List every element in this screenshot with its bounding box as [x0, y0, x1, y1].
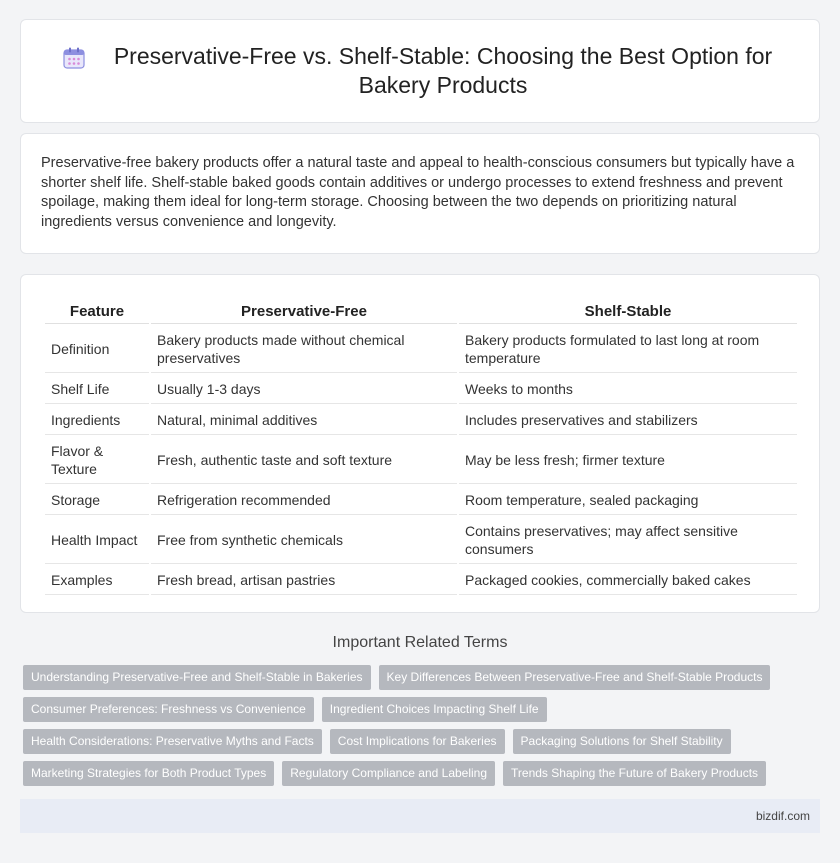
- related-term-tag[interactable]: Ingredient Choices Impacting Shelf Life: [322, 697, 547, 722]
- table-cell-preservative-free: Free from synthetic chemicals: [151, 517, 457, 564]
- related-term-tag[interactable]: Marketing Strategies for Both Product Types: [23, 761, 274, 786]
- table-row: [45, 486, 797, 515]
- table-row: [45, 375, 797, 404]
- comparison-table: [43, 297, 799, 597]
- related-terms-title: Important Related Terms: [332, 634, 508, 651]
- column-header-preservative-free: Preservative-Free: [151, 299, 457, 324]
- related-term-tag[interactable]: Packaging Solutions for Shelf Stability: [513, 729, 731, 754]
- table-cell-shelf-stable: May be less fresh; firmer texture: [459, 437, 797, 484]
- table-cell-feature: Definition: [45, 326, 149, 373]
- table-row: [45, 566, 797, 595]
- table-row: [45, 406, 797, 435]
- related-term-tag[interactable]: Trends Shaping the Future of Bakery Products: [503, 761, 766, 786]
- table-row: [45, 517, 797, 564]
- footer-site-link[interactable]: bizdif.com: [755, 809, 810, 823]
- table-cell-feature: Shelf Life: [45, 375, 149, 404]
- table-row: [45, 326, 797, 373]
- table-cell-preservative-free: Usually 1-3 days: [151, 375, 457, 404]
- table-cell-feature: Storage: [45, 486, 149, 515]
- related-term-tag[interactable]: Health Considerations: Preservative Myths and Facts: [23, 729, 322, 754]
- intro-text: Preservative-free bakery products offer a natural taste and appeal to health-conscious consumers but typically have a shorter shelf life. Shelf-stable baked goods contain additives or undergo processes to extend freshness and prevent spoilage, making them ideal for long-term storage. Choosing between the two depends on prioritizing natural ingredients versus convenience and longevity.: [41, 155, 795, 230]
- intro-card: [20, 133, 820, 254]
- header-inner: [61, 42, 779, 100]
- table-cell-preservative-free: Fresh bread, artisan pastries: [151, 566, 457, 595]
- related-term-tag[interactable]: Regulatory Compliance and Labeling: [282, 761, 495, 786]
- table-header-row: [45, 299, 797, 324]
- calendar-icon: [61, 45, 87, 71]
- related-terms-tags: [23, 665, 823, 793]
- footer: [20, 799, 820, 833]
- table-row: [45, 437, 797, 484]
- table-cell-shelf-stable: Packaged cookies, commercially baked cakes: [459, 566, 797, 595]
- column-header-shelf-stable: Shelf-Stable: [459, 299, 797, 324]
- table-cell-shelf-stable: Bakery products formulated to last long at room temperature: [459, 326, 797, 373]
- header-card: [20, 19, 820, 123]
- table-cell-preservative-free: Refrigeration recommended: [151, 486, 457, 515]
- table-cell-shelf-stable: Weeks to months: [459, 375, 797, 404]
- table-cell-feature: Flavor & Texture: [45, 437, 149, 484]
- comparison-table-card: [20, 274, 820, 613]
- table-cell-preservative-free: Bakery products made without chemical preservatives: [151, 326, 457, 373]
- table-cell-shelf-stable: Contains preservatives; may affect sensitive consumers: [459, 517, 797, 564]
- related-term-tag[interactable]: Consumer Preferences: Freshness vs Convenience: [23, 697, 314, 722]
- related-term-tag[interactable]: Key Differences Between Preservative-Free and Shelf-Stable Products: [379, 665, 771, 690]
- related-term-tag[interactable]: Understanding Preservative-Free and Shelf-Stable in Bakeries: [23, 665, 371, 690]
- table-cell-preservative-free: Natural, minimal additives: [151, 406, 457, 435]
- related-term-tag[interactable]: Cost Implications for Bakeries: [330, 729, 505, 754]
- table-cell-shelf-stable: Room temperature, sealed packaging: [459, 486, 797, 515]
- table-cell-shelf-stable: Includes preservatives and stabilizers: [459, 406, 797, 435]
- column-header-feature: Feature: [45, 299, 149, 324]
- table-cell-feature: Ingredients: [45, 406, 149, 435]
- table-cell-feature: Examples: [45, 566, 149, 595]
- table-cell-feature: Health Impact: [45, 517, 149, 564]
- page-title: Preservative-Free vs. Shelf-Stable: Choosing the Best Option for Bakery Products: [113, 43, 773, 98]
- table-cell-preservative-free: Fresh, authentic taste and soft texture: [151, 437, 457, 484]
